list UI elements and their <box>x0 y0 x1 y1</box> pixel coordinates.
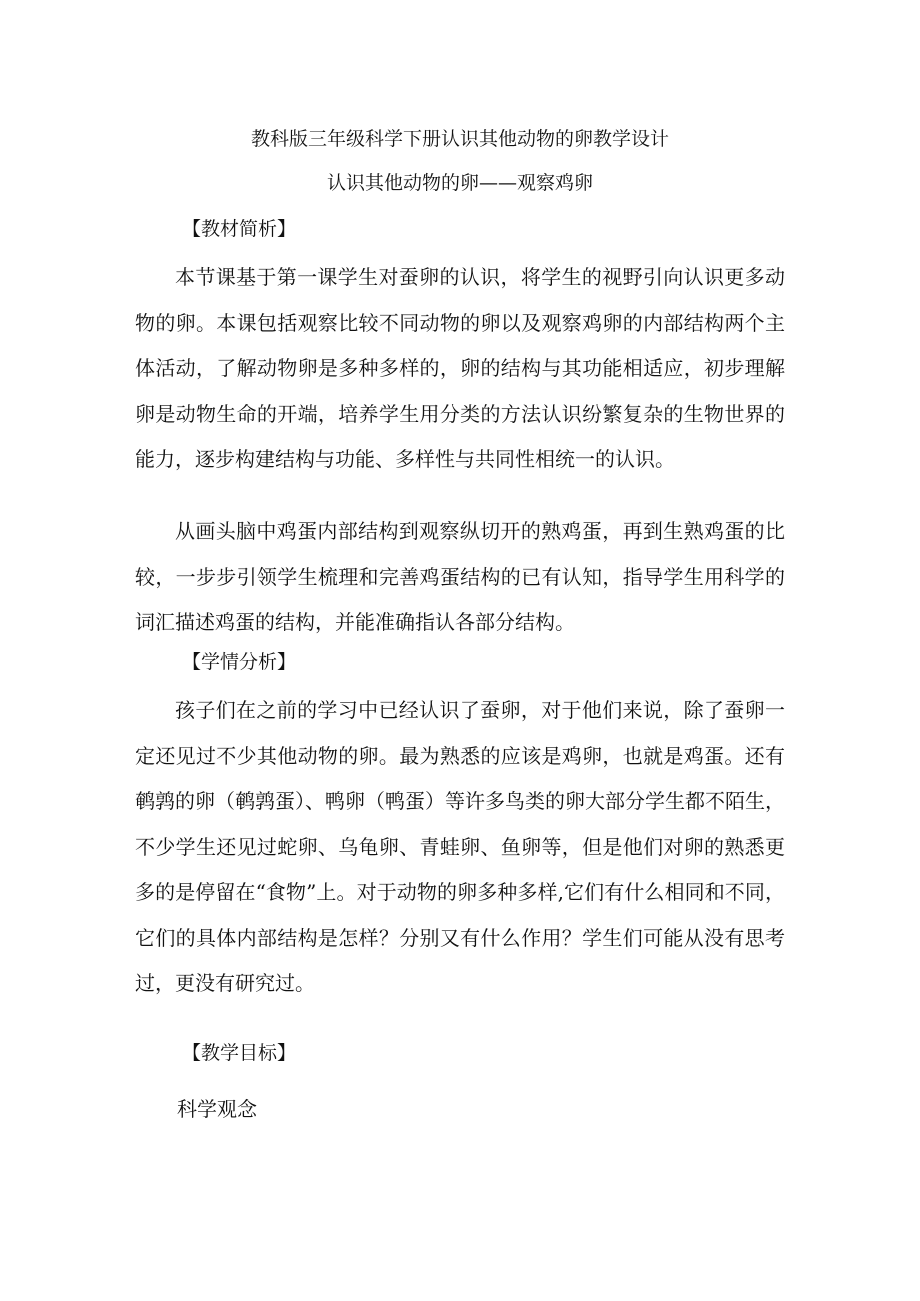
document-subtitle: 认识其他动物的卵——观察鸡卵 <box>326 172 593 194</box>
paragraph: 孩子们在之前的学习中已经认识了蚕卵，对于他们来说，除了蚕卵一定还见过不少其他动物的卵。最为熟悉的应该是鸡卵，也就是鸡蛋。还有鹌鹑的卵（鹌鹑蛋）、鸭卵（鸭蛋）等许多鸟类的卵大部分学生都不陌生，不少学生还见过蛇卵、乌龟卵、青蛙卵、鱼卵等，但是他们对卵的熟悉更多的是停留在“食物”上。对于动物的卵多种多样,它们有什么相同和不同，它们的具体内部结构是怎样？分别又有什么作用？学生们可能从没有思考过，更没有研究过。 <box>135 698 785 995</box>
paragraph: 从画头脑中鸡蛋内部结构到观察纵切开的熟鸡蛋，再到生熟鸡蛋的比较，一步步引领学生梳理和完善鸡蛋结构的已有认知，指导学生用科学的词汇描述鸡蛋的结构，并能准确指认各部分结构。 <box>135 519 785 634</box>
section-heading-student-analysis: 【学情分析】 <box>182 651 297 673</box>
section-heading-teaching-goals: 【教学目标】 <box>182 1042 297 1064</box>
section-heading-textbook-analysis: 【教材简析】 <box>182 218 297 240</box>
subheading-science-concepts: 科学观念 <box>177 1097 257 1121</box>
document-title: 教科版三年级科学下册认识其他动物的卵教学设计 <box>250 128 669 150</box>
paragraph: 本节课基于第一课学生对蚕卵的认识，将学生的视野引向认识更多动物的卵。本课包括观察比较不同动物的卵以及观察鸡卵的内部结构两个主体活动，了解动物卵是多种多样的，卵的结构与其功能相适应，初步理解卵是动物生命的开端，培养学生用分类的方法认识纷繁复杂的生物世界的能力，逐步构建结构与功能、多样性与共同性相统一的认识。 <box>135 265 785 471</box>
